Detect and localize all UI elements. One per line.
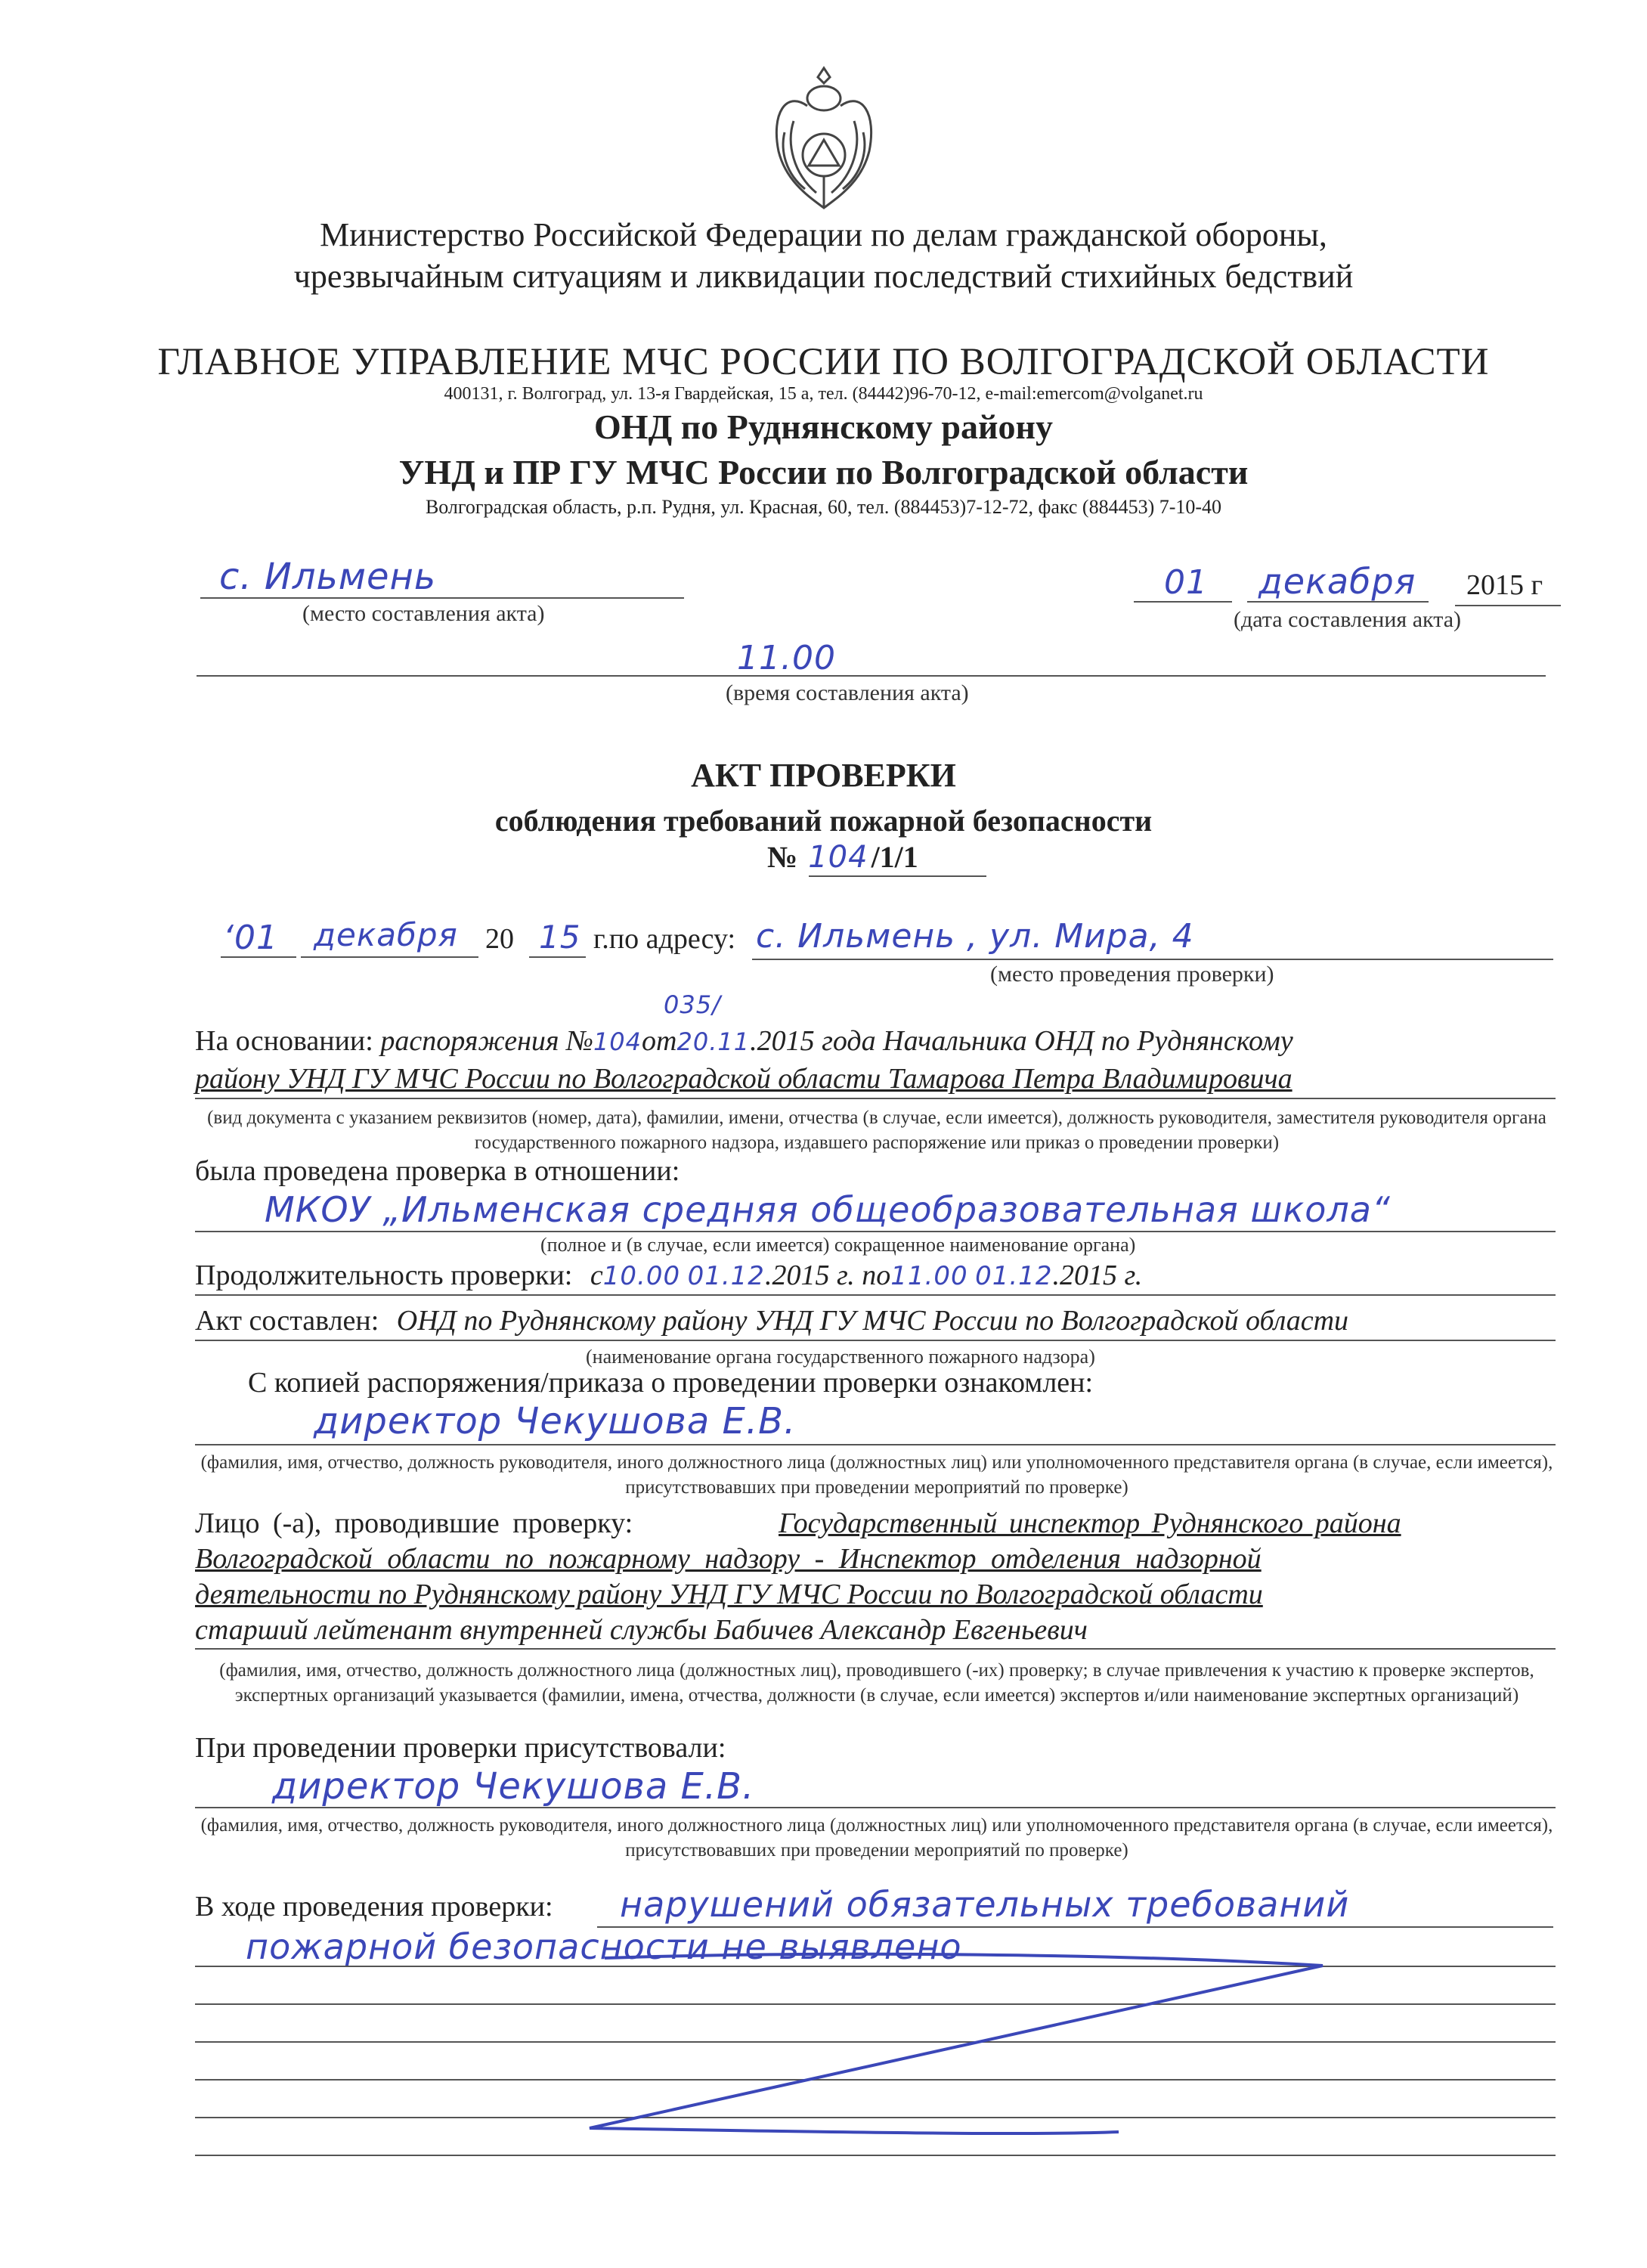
duration-from-time-handwritten: 10.00 — [602, 1261, 681, 1291]
date-day-line — [1134, 601, 1232, 603]
basis-line-2-rule — [195, 1098, 1556, 1099]
duration-line — [195, 1294, 1556, 1296]
inspectors-label: Лицо (-а), проводившие проверку: — [195, 1507, 633, 1539]
inspection-address-handwritten: с. Ильмень , ул. Мира, 4 — [756, 917, 1194, 956]
place-handwritten: с. Ильмень — [219, 556, 437, 598]
findings-handwritten-2: пожарной безопасности не выявлено — [246, 1926, 962, 1967]
date-year-line — [1455, 605, 1561, 606]
inspection-month-handwritten: декабря — [314, 916, 458, 953]
inspection-day-handwritten: ‘01 — [223, 919, 278, 957]
time-line — [197, 675, 1546, 677]
inspection-year-prefix: 20 — [485, 923, 514, 955]
duration-to-time-handwritten: 11.00 — [890, 1261, 968, 1291]
inspection-address-line — [752, 959, 1553, 960]
present-handwritten: директор Чекушова Е.В. — [272, 1765, 755, 1808]
composed-caption: (наименование органа государственного пожарного надзора) — [586, 1346, 1095, 1368]
act-subtitle: соблюдения требований пожарной безопасности — [494, 804, 1153, 838]
und-title: УНД и ПР ГУ МЧС России по Волгоградской области — [398, 453, 1249, 491]
inspection-year-line — [529, 956, 586, 958]
date-day-handwritten: 01 — [1164, 563, 1208, 602]
act-number — [767, 839, 918, 875]
duration-to-year: .2015 г. — [1052, 1259, 1143, 1291]
ond-address: Волгоградская область, р.п. Рудня, ул. Красная, 60, тел. (884453)7-12-72, факс (884453) 7-10-40 — [425, 496, 1222, 518]
basis-number-extra-handwritten: 035/ — [664, 990, 721, 1019]
duration-to-date-handwritten: 01.12 — [975, 1261, 1053, 1291]
act-number-prefix: № — [767, 840, 798, 874]
acquainted-handwritten: директор Чекушова Е.В. — [314, 1400, 797, 1442]
ministry-line-2: чрезвычайным ситуациям и ликвидации последствий стихийных бедствий — [293, 258, 1354, 295]
date-month-line — [1247, 601, 1429, 603]
basis-text-2: .2015 года Начальника ОНД по Руднянскому — [750, 1025, 1293, 1057]
subject-label: была проведена проверка в отношении: — [195, 1155, 680, 1187]
basis-label: На основании: — [195, 1025, 373, 1057]
act-number-suffix: /1/1 — [871, 840, 918, 874]
date-caption: (дата составления акта) — [1234, 607, 1461, 632]
basis-text-1: распоряжения № — [380, 1025, 593, 1057]
acquainted-line — [195, 1444, 1556, 1445]
duration-from-date-handwritten: 01.12 — [687, 1261, 765, 1291]
present-line — [195, 1807, 1556, 1808]
place-line — [200, 597, 684, 599]
inspection-day-line — [221, 956, 296, 958]
date-month-handwritten: декабря — [1258, 561, 1416, 602]
basis-line-2: району УНД ГУ МЧС России по Волгоградской области Тамарова Петра Владимировича — [195, 1063, 1293, 1095]
inspection-address-label: г.по адресу: — [593, 923, 736, 955]
inspectors-line — [195, 1648, 1556, 1650]
inspectors-line-4: старший лейтенант внутренней службы Бабичев Александр Евгеньевич — [195, 1614, 1088, 1646]
strike-through-mark — [529, 1943, 1361, 2155]
department-address: 400131, г. Волгоград, ул. 13-я Гвардейская, 15 а, тел. (84442)96-70-12, e-mail:emercom@volganet.ru — [444, 384, 1203, 404]
act-number-line — [809, 875, 986, 877]
duration-from-year: .2015 г. по — [764, 1259, 891, 1291]
inspectors-line-2: Волгоградской области по пожарному надзору - Инспектор отделения надзорной — [195, 1543, 1262, 1575]
basis-number-handwritten: 104 — [593, 1027, 642, 1056]
inspection-month-line — [301, 956, 478, 958]
inspectors-line-3: деятельности по Руднянскому району УНД ГУ МЧС России по Волгоградской области — [195, 1579, 1263, 1610]
act-title: АКТ ПРОВЕРКИ — [691, 757, 956, 794]
subject-handwritten: МКОУ „Ильменская средняя общеобразовательная школа“ — [265, 1189, 1391, 1230]
ond-title: ОНД по Руднянскому району — [594, 407, 1053, 446]
act-number-handwritten: 104 — [808, 840, 868, 875]
duration-from: с — [590, 1259, 603, 1291]
basis-caption: (вид документа с указанием реквизитов (номер, дата), фамилии, имени, отчества (в случае, если имеется), должность руководителя, заместителя руководителя органа государственного пожарного надзора, издавшего распоряжение или приказ о проведении проверки) — [207, 1108, 1546, 1153]
time-handwritten: 11.00 — [737, 639, 836, 677]
basis-text-from: от — [642, 1025, 677, 1057]
present-caption: (фамилия, имя, отчество, должность руководителя, иного должностного лица (должностных лиц) или уполномоченного представителя органа (в случае, если имеется), присутствовавших при проведении мероприятий по проверке) — [200, 1815, 1553, 1861]
composed-row — [195, 1304, 1348, 1337]
place-caption: (место составления акта) — [302, 601, 545, 626]
ministry-line-1: Министерство Российской Федерации по делам гражданской обороны, — [320, 216, 1327, 253]
inspection-address-caption: (место проведения проверки) — [990, 962, 1274, 987]
subject-caption: (полное и (в случае, если имеется) сокращенное наименование органа) — [540, 1234, 1136, 1256]
inspectors-caption: (фамилия, имя, отчество, должность должностного лица (должностных лиц), проводившего (-их) проверку; в случае привлечения к участию к проверке экспертов, экспертных организаций указывается (фамилии, имена, отчества, должности (в случае, если имеется) экспертов и/или наименование экспертных организаций) — [219, 1660, 1534, 1706]
findings-line-7 — [195, 2155, 1556, 2156]
department-title: ГЛАВНОЕ УПРАВЛЕНИЕ МЧС РОССИИ ПО ВОЛГОГРАДСКОЙ ОБЛАСТИ — [157, 341, 1490, 383]
findings-handwritten-1: нарушений обязательных требований — [620, 1884, 1350, 1925]
present-label: При проведении проверки присутствовали: — [195, 1732, 726, 1764]
acquainted-label: С копией распоряжения/приказа о проведении проверки ознакомлен: — [248, 1367, 1094, 1399]
duration-label: Продолжительность проверки: — [195, 1259, 573, 1291]
composed-label: Акт составлен: — [195, 1305, 379, 1337]
composed-value: ОНД по Руднянскому району УНД ГУ МЧС России по Волгоградской области — [396, 1305, 1349, 1337]
duration-row — [195, 1259, 1142, 1292]
composed-line — [195, 1340, 1556, 1341]
subject-line — [195, 1231, 1556, 1232]
acquainted-caption: (фамилия, имя, отчество, должность руководителя, иного должностного лица (должностных лиц) или уполномоченного представителя органа (в случае, если имеется), присутствовавших при проведении мероприятий по проверке) — [200, 1452, 1553, 1498]
basis-date-handwritten: 20.11 — [676, 1027, 751, 1056]
findings-label: В ходе проведения проверки: — [195, 1891, 553, 1923]
inspectors-line-1: Государственный инспектор Руднянского района — [779, 1507, 1401, 1539]
date-year: 2015 г — [1466, 569, 1543, 601]
time-caption: (время составления акта) — [726, 680, 969, 705]
basis-line-1 — [195, 1024, 1293, 1058]
mchs-emblem — [763, 60, 884, 219]
inspection-year-handwritten: 15 — [539, 919, 581, 956]
